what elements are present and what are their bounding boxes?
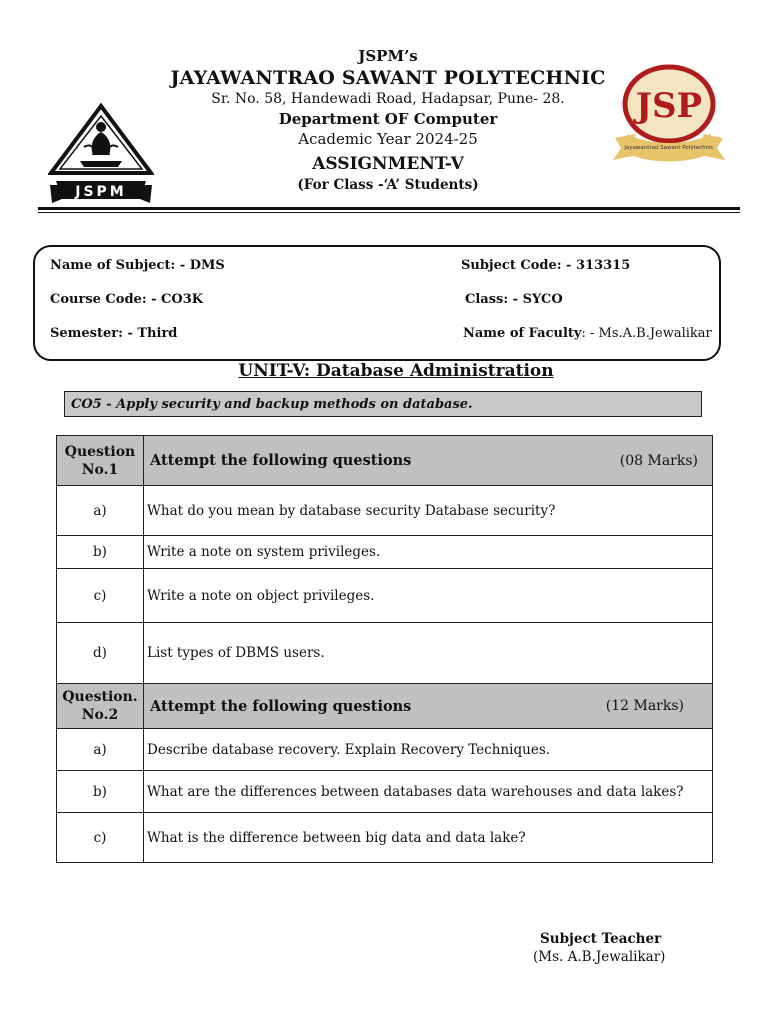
faculty-value: : - Ms.A.B.Jewalikar [581,326,712,341]
table-row [57,771,713,813]
subject-name: Name of Subject: - DMS [50,258,225,273]
question-header-row [57,684,713,729]
question-header-row [57,436,713,486]
item-text: List types of DBMS users. [144,623,713,684]
item-label: d) [57,623,144,684]
questions-table [56,435,713,863]
item-label: c) [57,569,144,623]
table-row [57,623,713,684]
item-text: Write a note on system privileges. [144,536,713,569]
table-row [57,569,713,623]
institute-address: Sr. No. 58, Handewadi Road, Hadapsar, Pune- 28. [211,91,565,107]
item-label: b) [57,536,144,569]
question-heading-cell [144,684,713,729]
question-marks: (12 Marks) [605,698,684,714]
item-text: Write a note on object privileges. [144,569,713,623]
item-text: What is the difference between big data and data lake? [144,813,713,863]
course-outcome: CO5 - Apply security and backup methods on database. [64,391,702,417]
table-row [57,486,713,536]
faculty-label: Name of Faculty [463,326,582,341]
jsp-logo-caption: Jayawantrao Sawant Polytechnic [624,145,714,151]
question-heading-cell [144,436,713,486]
class-note: (For Class -‘A’ Students) [297,177,479,193]
institute-short-name: JSPM’s [358,47,418,65]
institute-name: JAYAWANTRAO SAWANT POLYTECHNIC [170,67,606,89]
item-label: b) [57,771,144,813]
item-label: c) [57,813,144,863]
item-text: What are the differences between databases data warehouses and data lakes? [144,771,713,813]
faculty-name [463,326,712,341]
header-divider-thick [38,207,740,210]
table-row [57,813,713,863]
assignment-title: ASSIGNMENT-V [312,154,464,174]
item-label: a) [57,729,144,771]
signature-name: (Ms. A.B.Jewalikar) [533,949,666,965]
course-code: Course Code: - CO3K [50,292,204,307]
item-text: What do you mean by database security Database security? [144,486,713,536]
academic-year: Academic Year 2024-25 [298,130,478,148]
semester: Semester: - Third [50,326,178,341]
question-number: Question. No.2 [57,684,144,729]
department-name: Department OF Computer [278,110,498,128]
jspm-logo-text: JSPM [75,184,127,200]
unit-title: UNIT-V: Database Administration [238,361,554,381]
item-label: a) [57,486,144,536]
question-heading: Attempt the following questions [150,697,412,715]
class-name: Class: - SYCO [465,292,563,307]
subject-code: Subject Code: - 313315 [461,258,631,273]
question-marks: (08 Marks) [619,452,698,469]
item-text: Describe database recovery. Explain Recovery Techniques. [144,729,713,771]
signature-role: Subject Teacher [540,931,662,947]
table-row [57,729,713,771]
question-number: Question No.1 [57,436,144,486]
question-heading: Attempt the following questions [150,452,412,469]
jsp-logo-text: JSP [635,86,703,126]
table-row [57,536,713,569]
unit-title-wrap [0,361,768,381]
header-divider-thin [38,212,740,213]
